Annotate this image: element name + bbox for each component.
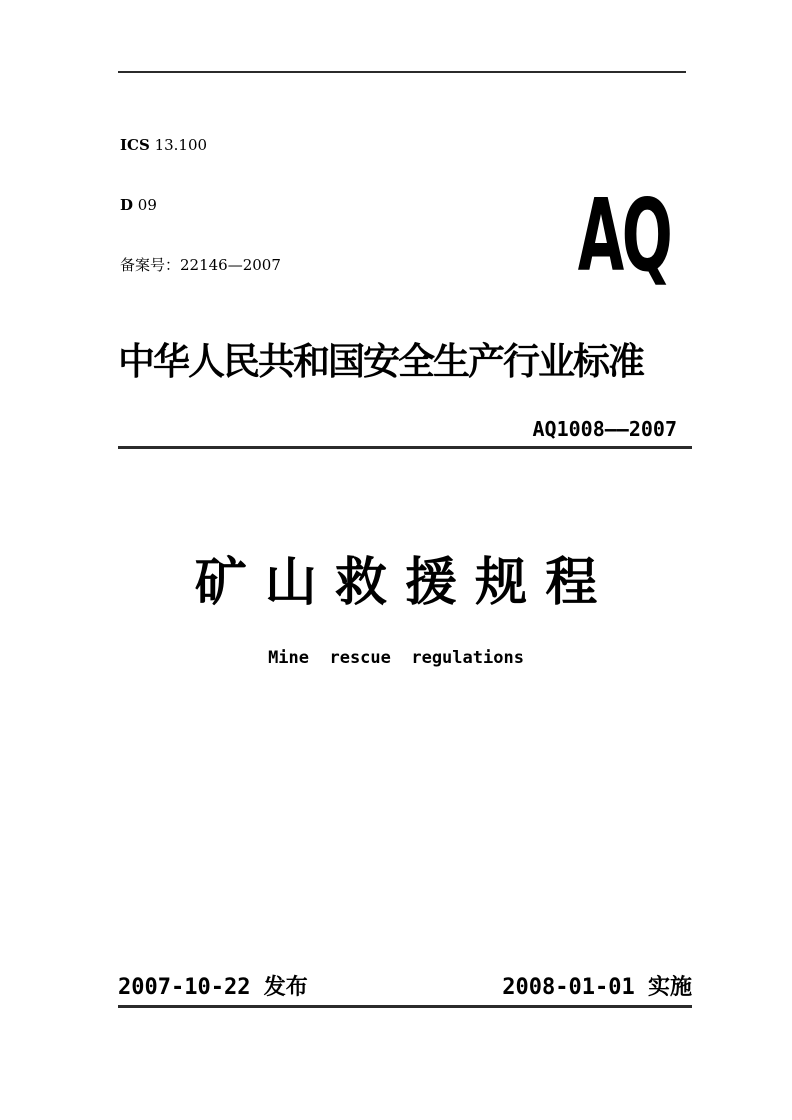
standard-category-title: 中华人民共和国安全生产行业标准 xyxy=(118,339,643,383)
ics-value: 13.100 xyxy=(154,136,208,154)
top-rule xyxy=(118,71,686,73)
aq-logo: AQ xyxy=(577,177,670,294)
class-value: 09 xyxy=(137,196,157,214)
issue-date-line xyxy=(118,974,308,1002)
meta-block xyxy=(120,95,281,315)
standard-code: AQ1008——2007 xyxy=(532,417,677,441)
class-label: D xyxy=(120,196,134,214)
effective-label: 实施 xyxy=(647,975,692,1000)
effective-date: 2008-01-01 xyxy=(502,975,635,1000)
ics-line xyxy=(120,135,281,155)
filing-number-line: 备案号：22146—2007 xyxy=(120,256,281,274)
bottom-rule xyxy=(118,1005,692,1008)
document-title-english: Mine rescue regulations xyxy=(268,648,524,668)
footer-dates xyxy=(118,974,692,1002)
effective-date-line xyxy=(502,974,692,1002)
issue-label: 发布 xyxy=(263,975,308,1000)
issue-date: 2007-10-22 xyxy=(118,975,251,1000)
class-line xyxy=(120,195,281,215)
header-rule xyxy=(118,446,692,449)
ics-label: ICS xyxy=(120,136,150,154)
document-title-chinese: 矿 山 救 援 规 程 xyxy=(194,552,598,613)
